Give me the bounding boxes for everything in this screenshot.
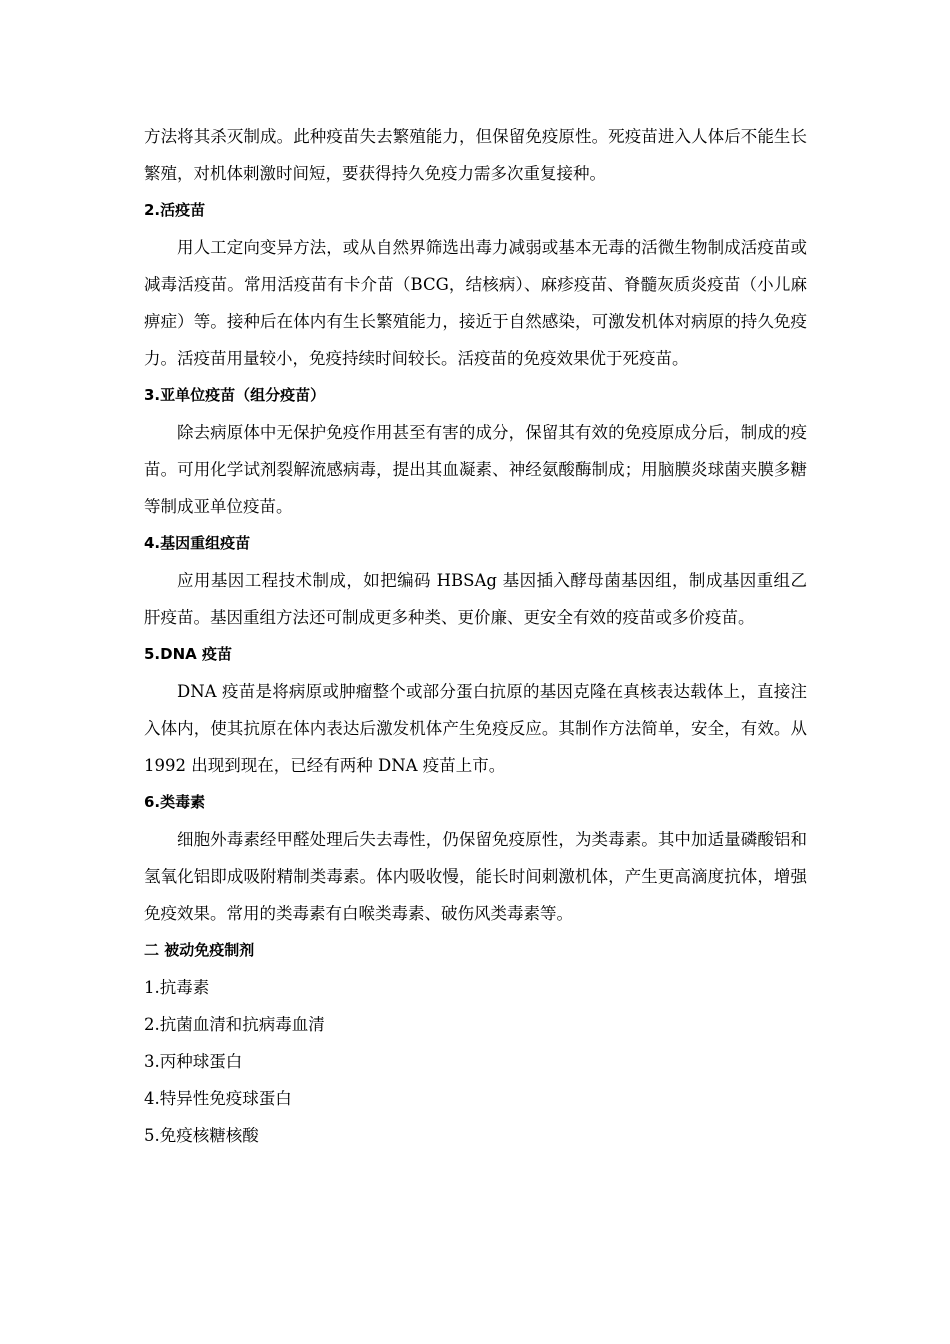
list-item-immune-rna: 5.免疫核糖核酸 xyxy=(144,1126,259,1145)
document-page xyxy=(144,118,807,1154)
section-heading-subunit-vaccine: 3.亚单位疫苗（组分疫苗） xyxy=(144,386,326,404)
section-body-dna-vaccine: DNA 疫苗是将病原或肿瘤整个或部分蛋白抗原的基因克隆在真核表达载体上，直接注入体内，使其抗原在体内表达后激发机体产生免疫反应。其制作方法简单，安全，有效。从 1992 出现到现在，已经有两种 DNA 疫苗上市。 xyxy=(144,682,807,775)
list-item-antitoxin: 1.抗毒素 xyxy=(144,978,210,997)
list-item-antiserum: 2.抗菌血清和抗病毒血清 xyxy=(144,1015,325,1034)
section-heading-dna-vaccine: 5.DNA 疫苗 xyxy=(144,645,232,663)
intro-paragraph: 方法将其杀灭制成。此种疫苗失去繁殖能力，但保留免疫原性。死疫苗进入人体后不能生长繁殖，对机体刺激时间短，要获得持久免疫力需多次重复接种。 xyxy=(144,127,807,183)
section-body-recombinant-vaccine: 应用基因工程技术制成，如把编码 HBSAg 基因插入酵母菌基因组，制成基因重组乙肝疫苗。基因重组方法还可制成更多种类、更价廉、更安全有效的疫苗或多价疫苗。 xyxy=(144,571,807,627)
section-heading-toxoid: 6.类毒素 xyxy=(144,793,206,811)
section-heading-recombinant-vaccine: 4.基因重组疫苗 xyxy=(144,534,251,552)
section-body-live-vaccine: 用人工定向变异方法，或从自然界筛选出毒力减弱或基本无毒的活微生物制成活疫苗或减毒活疫苗。常用活疫苗有卡介苗（BCG，结核病）、麻疹疫苗、脊髓灰质炎疫苗（小儿麻痹症）等。接种后在体内有生长繁殖能力，接近于自然感染，可激发机体对病原的持久免疫力。活疫苗用量较小，免疫持续时间较长。活疫苗的免疫效果优于死疫苗。 xyxy=(144,238,807,368)
passive-immunization-heading: 二 被动免疫制剂 xyxy=(144,941,255,959)
section-body-subunit-vaccine: 除去病原体中无保护免疫作用甚至有害的成分，保留其有效的免疫原成分后，制成的疫苗。可用化学试剂裂解流感病毒，提出其血凝素、神经氨酸酶制成；用脑膜炎球菌夹膜多糖等制成亚单位疫苗。 xyxy=(144,423,807,516)
section-body-toxoid: 细胞外毒素经甲醛处理后失去毒性，仍保留免疫原性，为类毒素。其中加适量磷酸铝和氢氧化铝即成吸附精制类毒素。体内吸收慢，能长时间刺激机体，产生更高滴度抗体，增强免疫效果。常用的类毒素有白喉类毒素、破伤风类毒素等。 xyxy=(144,830,807,923)
section-heading-live-vaccine: 2.活疫苗 xyxy=(144,201,206,219)
list-item-specific-immunoglobulin: 4.特异性免疫球蛋白 xyxy=(144,1089,292,1108)
list-item-gamma-globulin: 3.丙种球蛋白 xyxy=(144,1052,243,1071)
